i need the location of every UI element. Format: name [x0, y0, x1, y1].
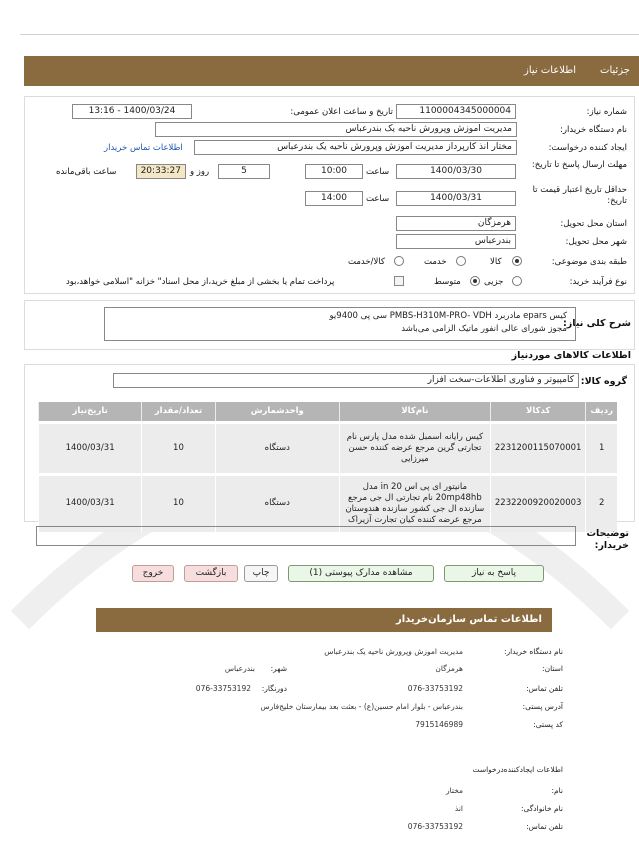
creator-label: ایجاد کننده درخواست:	[548, 143, 627, 153]
radio-goods-service[interactable]	[394, 256, 404, 266]
contact-phone-label: تلفن تماس:	[526, 684, 563, 693]
goods-section-title: اطلاعات کالاهای مورد‌نیاز	[511, 350, 631, 361]
row-index: 1	[586, 422, 617, 474]
validity-time-label: ساعت	[366, 194, 390, 204]
process-label: نوع فرآیند خرید:	[569, 277, 627, 287]
need-number-field: 1100004345000004	[396, 104, 516, 119]
city-label: شهر محل تحویل:	[565, 237, 627, 247]
contact-city: بندرعباس	[224, 664, 255, 673]
exit-button[interactable]: خروج	[132, 565, 174, 582]
summary-line-1: کیس epars مادربرد PMBS-H310M-PRO- VDH سی پی 9400یو	[329, 311, 567, 321]
radio-goods-service-label: کالا/خدمت	[348, 257, 385, 267]
days-field: 5	[218, 164, 270, 179]
province-field: هرمزگان	[396, 216, 516, 231]
radio-partial[interactable]	[512, 276, 522, 286]
row-name: کیس رایانه اسمبل شده مدل پارس نام تجارتی گرین مرجع عرضه کننده حسن میرزایی	[339, 422, 490, 474]
creator-fname: مختار	[445, 786, 463, 795]
contact-postal: 7915146989	[415, 720, 463, 729]
row-code: 2231200115070001	[490, 422, 586, 474]
need-number-label: شماره نیاز:	[586, 107, 627, 117]
radio-service[interactable]	[456, 256, 466, 266]
contact-buyer-name-label: نام دستگاه خریدار:	[503, 647, 563, 656]
contact-phone: 076-33753192	[407, 684, 463, 693]
col-name: نام‌کالا	[339, 402, 490, 422]
table-row[interactable]	[39, 422, 618, 474]
page-header-bar	[24, 56, 639, 86]
goods-table	[38, 402, 617, 532]
creator-section-title: اطلاعات ایجادکننده‌درخواست	[472, 765, 563, 774]
col-code: کدکالا	[490, 402, 586, 422]
summary-box	[104, 307, 576, 341]
radio-service-label: خدمت	[424, 257, 447, 267]
reply-button[interactable]: پاسخ به نیاز	[444, 565, 544, 582]
row-index: 2	[586, 474, 617, 532]
contact-city-label: شهر:	[270, 664, 287, 673]
validity-time-field: 14:00	[305, 191, 363, 206]
buyer-org-field: مدیریت اموزش وپرورش ناحیه یک بندرعباس	[155, 122, 517, 137]
contact-title: اطلاعات تماس سازمان‌خریدار	[395, 614, 542, 625]
goods-group-label: گروه کالا:	[580, 376, 627, 387]
back-button[interactable]: بازگشت	[184, 565, 238, 582]
buyer-notes-label: توضیحات خریدار:	[586, 528, 629, 551]
creator-phone-label: تلفن تماس:	[526, 822, 563, 831]
contact-fax: 076-33753192	[195, 684, 251, 693]
row-unit: دستگاه	[215, 422, 339, 474]
top-divider	[20, 34, 639, 35]
table-row[interactable]	[39, 474, 618, 532]
buyer-notes-box	[36, 526, 576, 546]
row-unit: دستگاه	[215, 474, 339, 532]
remaining-time-field: 20:33:27	[136, 164, 186, 179]
reply-time-field: 10:00	[305, 164, 363, 179]
tab-need-info[interactable]: اطلاعات نیاز	[524, 65, 576, 76]
contact-buyer-name: مدیریت اموزش وپرورش ناحیه یک بندرعباس	[324, 647, 463, 656]
validity-date-field: 1400/03/31	[396, 191, 516, 206]
contact-postal-label: کد پستی:	[533, 720, 563, 729]
remaining-label: ساعت باقی‌مانده	[56, 167, 117, 177]
row-qty: 10	[142, 474, 215, 532]
radio-goods-label: کالا	[490, 257, 502, 267]
treasury-payment-label: پرداخت تمام یا بخشی از مبلغ خرید،از محل اسناد" خزانه "اسلامی خواهد،بود	[66, 277, 335, 287]
creator-field: مختار انذ کارپرداز مدیریت اموزش وپرورش ناحیه یک بندرعباس	[194, 140, 517, 155]
summary-line-2: مجوز شورای عالی انفور ماتیک الزامی می‌باشد	[401, 324, 567, 334]
goods-group-field: کامپیوتر و فناوری اطلاعات-سخت افزار	[113, 373, 579, 388]
announce-label: تاریخ و ساعت اعلان عمومی:	[290, 107, 393, 117]
reply-time-label: ساعت	[366, 167, 390, 177]
city-field: بندرعباس	[396, 234, 516, 249]
row-qty: 10	[142, 422, 215, 474]
validity-label: حداقل تاریخ اعتبار قیمت تا تاریخ:	[532, 185, 627, 206]
print-button[interactable]: چاپ	[244, 565, 278, 582]
contact-province-label: استان:	[542, 664, 563, 673]
contact-address: بندرعباس - بلوار امام حسین(ع) - بعثت بعد بیمارستان خلیج‌فارس	[260, 702, 463, 711]
radio-goods[interactable]	[512, 256, 522, 266]
creator-lname: انذ	[454, 804, 463, 813]
province-label: استان محل تحویل:	[560, 219, 627, 229]
buyer-contact-link[interactable]: اطلاعات تماس خریدار	[104, 143, 183, 153]
col-index: ردیف	[586, 402, 617, 422]
reply-deadline-label: مهلت ارسال پاسخ تا تاریخ:	[531, 160, 627, 170]
row-code: 2232200920020003	[490, 474, 586, 532]
creator-phone: 076-33753192	[407, 822, 463, 831]
radio-medium[interactable]	[470, 276, 480, 286]
radio-partial-label: جزیی	[484, 277, 504, 287]
contact-fax-label: دورنگار:	[261, 684, 287, 693]
creator-fname-label: نام:	[551, 786, 563, 795]
row-date: 1400/03/31	[39, 474, 142, 532]
contact-province: هرمزگان	[435, 664, 463, 673]
category-label: طبقه بندی موضوعی:	[551, 257, 627, 267]
creator-lname-label: نام خانوادگی:	[520, 804, 563, 813]
tab-details[interactable]: جزئیات	[600, 65, 630, 76]
col-qty: تعداد/مقدار	[142, 402, 215, 422]
view-attachments-button[interactable]: مشاهده مدارک پیوستی (1)	[288, 565, 434, 582]
buyer-org-label: نام دستگاه خریدار:	[560, 125, 627, 135]
treasury-payment-checkbox[interactable]	[394, 276, 404, 286]
reply-date-field: 1400/03/30	[396, 164, 516, 179]
days-label: روز و	[190, 167, 210, 177]
goods-table-header	[39, 402, 618, 422]
announce-field: 1400/03/24 - 13:16	[72, 104, 192, 119]
summary-label: شرح کلی نیاز:	[562, 318, 631, 329]
row-name: مانیتور ای پی اس 20 in مدل 20mp48hb نام تجارتی ال جی مرجع سازنده ال جی کشور سازنده هندوستان مرجع عرضه کننده کیان تجارت آزیراک	[339, 474, 490, 532]
radio-medium-label: متوسط	[434, 277, 461, 287]
contact-header	[96, 608, 552, 632]
col-date: تاریخ‌نیاز	[39, 402, 142, 422]
contact-address-label: آدرس پستی:	[522, 702, 563, 711]
row-date: 1400/03/31	[39, 422, 142, 474]
col-unit: واحد‌شمارش	[215, 402, 339, 422]
